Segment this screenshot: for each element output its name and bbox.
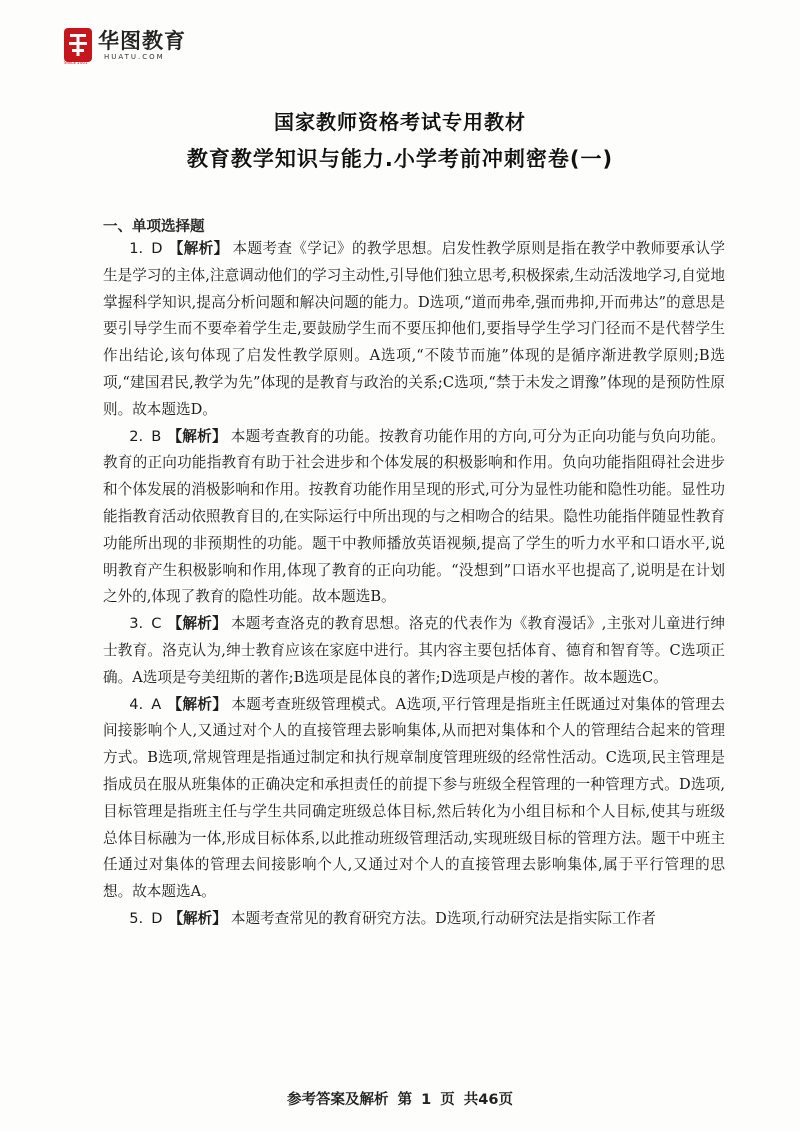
huatu-logo xyxy=(64,28,186,62)
logo-chinese-text: 华图教育 xyxy=(98,28,186,53)
question-explanation: 本题考查常见的教育研究方法。D选项,行动研究法是指实际工作者 xyxy=(230,909,656,927)
question-item-2 xyxy=(103,424,725,612)
document-title-line2: 教育教学知识与能力.小学考前冲刺密卷(一) xyxy=(186,147,614,171)
analysis-tag: 【解析】 xyxy=(167,427,227,445)
question-explanation: 本题考查洛克的教育思想。洛克的代表作为《教育漫话》,主张对儿童进行绅士教育。洛克认为,绅士教育应该在家庭中进行。其内容主要包括体育、德育和智育等。C选项正确。A选项是夸美纽斯的著作;B选项是昆体良的著作;D选项是卢梭的著作。故本题选C。 xyxy=(103,615,725,686)
answer-content xyxy=(103,236,725,933)
logo-english-text: HUATU.COM xyxy=(104,52,165,61)
question-answer: A xyxy=(151,695,162,713)
question-item-1 xyxy=(103,236,725,424)
question-item-4 xyxy=(103,692,725,906)
analysis-tag: 【解析】 xyxy=(167,695,228,713)
question-answer: B xyxy=(151,427,162,445)
analysis-tag: 【解析】 xyxy=(167,615,227,633)
question-answer: D xyxy=(151,240,163,257)
question-number: 4. xyxy=(129,695,144,713)
question-answer: D xyxy=(151,909,163,927)
section-heading: 一、单项选择题 xyxy=(103,219,205,235)
question-number: 3. xyxy=(129,615,144,633)
huatu-logo-icon xyxy=(64,28,92,62)
question-number: 1. xyxy=(129,240,144,257)
question-number: 2. xyxy=(129,427,144,445)
logo-since-text: SINCE 2001 xyxy=(64,60,88,65)
question-item-3 xyxy=(103,611,725,691)
question-item-5 xyxy=(103,906,725,933)
question-explanation: 本题考查班级管理模式。A选项,平行管理是指班主任既通过对集体的管理去间接影响个人,又通过对个人的直接管理去影响集体,从而把对集体和个人的管理结合起来的管理方式。B选项,常规管理是指通过制定和执行规章制度管理班级的经常性活动。C选项,民主管理是指成员在服从班集体的正确决定和承担责任的前提下参与班级全程管理的一种管理方式。D选项,目标管理是指班主任与学生共同确定班级总体目标,然后转化为小组目标和个人目标,使其与班级总体目标融为一体,形成目标体系,以此推动班级管理活动,实现班级目标的管理方法。题干中班主任通过对集体的管理去间接影响个人,又通过对个人的直接管理去影响集体,属于平行管理的思想。故本题选A。 xyxy=(103,695,725,901)
question-explanation: 本题考查教育的功能。按教育功能作用的方向,可分为正向功能与负向功能。教育的正向功能指教育有助于社会进步和个体发展的积极影响和作用。负向功能指阻碍社会进步和个体发展的消极影响和作用。按教育功能作用呈现的形式,可分为显性功能和隐性功能。显性功能指教育活动依照教育目的,在实际运行中所出现的与之相吻合的结果。隐性功能指伴随显性教育功能所出现的非预期性的功能。题干中教师播放英语视频,提高了学生的听力水平和口语水平,说明教育产生积极影响和作用,体现了教育的正向功能。“没想到”口语水平也提高了,说明是在计划之外的,体现了教育的隐性功能。故本题选B。 xyxy=(103,427,725,606)
analysis-tag: 【解析】 xyxy=(168,240,229,257)
question-number: 5. xyxy=(129,909,144,927)
document-title-line1: 国家教师资格考试专用教材 xyxy=(274,110,526,134)
analysis-tag: 【解析】 xyxy=(168,909,227,927)
page-footer: 参考答案及解析 第 1 页 共46页 xyxy=(287,1092,513,1108)
question-explanation: 本题考查《学记》的教学思想。启发性教学原则是指在教学中教师要承认学生是学习的主体,注意调动他们的学习主动性,引导他们独立思考,积极探索,生动活泼地学习,自觉地掌握科学知识,提高分析问题和解决问题的能力。D选项,“道而弗牵,强而弗抑,开而弗达”的意思是要引导学生而不要牵着学生走,要鼓励学生而不要压抑他们,要指导学生学习门径而不是代替学生作出结论,该句体现了启发性教学原则。A选项,“不陵节而施”体现的是循序渐进教学原则;B选项,“建国君民,教学为先”体现的是教育与政治的关系;C选项,“禁于未发之谓豫”体现的是预防性原则。故本题选D。 xyxy=(103,240,725,418)
question-answer: C xyxy=(151,615,162,633)
